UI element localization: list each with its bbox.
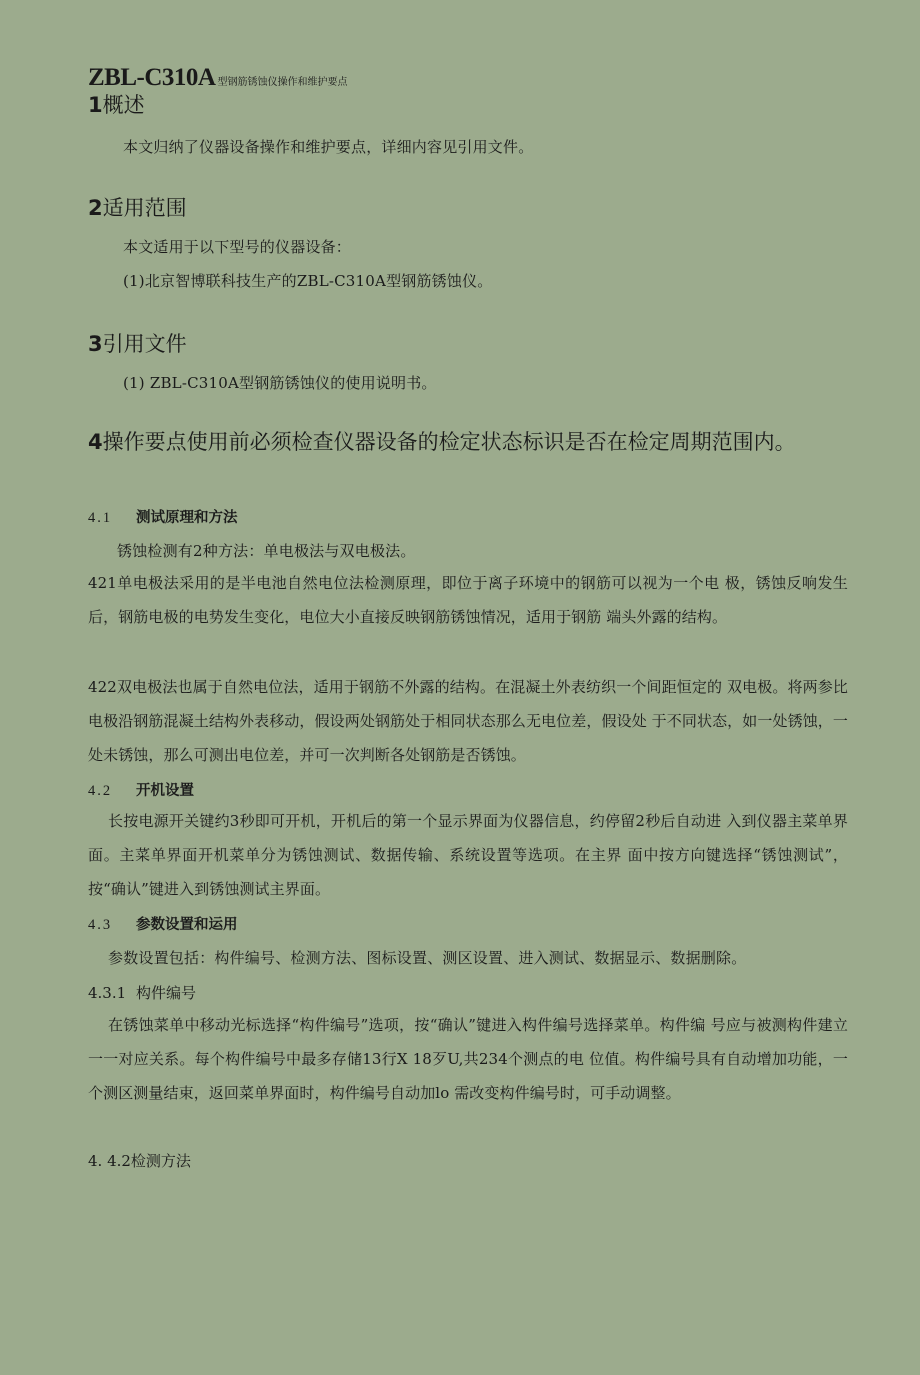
document-title <box>88 64 347 92</box>
section-4-3-1-number: 4.3.1 <box>88 984 127 1002</box>
section-4-3-title: 参数设置和运用 <box>136 916 238 933</box>
section-2-text-1: 本文适用于以下型号的仪器设备： <box>123 238 352 256</box>
section-2-text-2: (1)北京智博联科技生产的ZBL-C310A型钢筋锈蚀仪。 <box>123 272 493 290</box>
section-2-heading <box>88 192 187 222</box>
section-4-number: 4 <box>88 430 103 454</box>
section-4-3-text: 参数设置包括：构件编号、检测方法、图标设置、测区设置、进入测试、数据显示、数据删除。 <box>108 949 747 967</box>
section-2-title: 适用范围 <box>102 196 187 220</box>
section-4-3-number: 4.3 <box>88 917 113 933</box>
section-4-4-2-heading: 4. 4.2检测方法 <box>88 1152 191 1170</box>
section-3-number: 3 <box>88 332 103 356</box>
section-4-3-1-text: 在锈蚀菜单中移动光标选择“构件编号”选项，按“确认”键进入构件编号选择菜单。构件编 号应与被测构件建立一一对应关系。每个构件编号中最多存储13行X 18歹U,共234个测点的电 位值。构件编号具有自动增加功能，一个测区测量结束，返回菜单界面时，构件编号自动加lo 需改变构件编号时，可手动调整。 <box>88 1016 848 1102</box>
paragraph-422: 422双电极法也属于自然电位法，适用于钢筋不外露的结构。在混凝土外表纺织一个间距恒定的 双电极。将两参比电极沿钢筋混凝土结构外表移动，假设两处钢筋处于相同状态那么无电位差，假设处 于不同状态，如一处锈蚀，一处未锈蚀，那么可测出电位差，并可一次判断各处钢筋是否锈蚀。 <box>88 678 848 764</box>
section-2-number: 2 <box>88 196 103 220</box>
section-4-2-title: 开机设置 <box>136 782 194 799</box>
section-1-heading <box>88 89 145 119</box>
section-3-title: 引用文件 <box>102 332 187 356</box>
section-4-1-title: 测试原理和方法 <box>136 509 238 526</box>
section-1-text: 本文归纳了仪器设备操作和维护要点，详细内容见引用文件。 <box>123 138 534 156</box>
section-4-2-number: 4.2 <box>88 783 113 799</box>
section-4-3-1-title: 构件编号 <box>136 984 197 1002</box>
title-subtitle: 型钢筋锈蚀仪操作和维护要点 <box>217 77 348 88</box>
section-4-1-number: 4.1 <box>88 510 113 526</box>
section-4-3-1-heading <box>88 982 196 1003</box>
section-4-1-heading <box>88 506 238 527</box>
section-4-2-heading <box>88 779 194 800</box>
section-3-heading <box>88 328 187 358</box>
section-3-text: (1) ZBL-C310A型钢筋锈蚀仪的使用说明书。 <box>123 374 437 392</box>
section-4-1-intro: 锈蚀检测有2种方法：单电极法与双电极法。 <box>117 542 416 560</box>
paragraph-421: 421单电极法采用的是半电池自然电位法检测原理，即位于离子环境中的钢筋可以视为一个电 极，锈蚀反响发生后，钢筋电极的电势发生变化，电位大小直接反映钢筋锈蚀情况，适用于钢筋 端头外露的结构。 <box>88 574 848 626</box>
section-1-number: 1 <box>88 93 103 117</box>
title-model: ZBL-C310A <box>88 64 216 91</box>
section-4-2-text: 长按电源开关键约3秒即可开机，开机后的第一个显示界面为仪器信息，约停留2秒后自动进 入到仪器主菜单界面。主菜单界面开机菜单分为锈蚀测试、数据传输、系统设置等选项。在主界 面中按方向键选择“锈蚀测试”，按“确认”键进入到锈蚀测试主界面。 <box>88 812 848 898</box>
section-4-3-heading <box>88 913 238 934</box>
section-1-title: 概述 <box>102 93 145 117</box>
section-4-heading <box>88 426 848 458</box>
section-4-title: 操作要点使用前必须检查仪器设备的检定状态标识是否在检定周期范围内。 <box>102 430 796 454</box>
